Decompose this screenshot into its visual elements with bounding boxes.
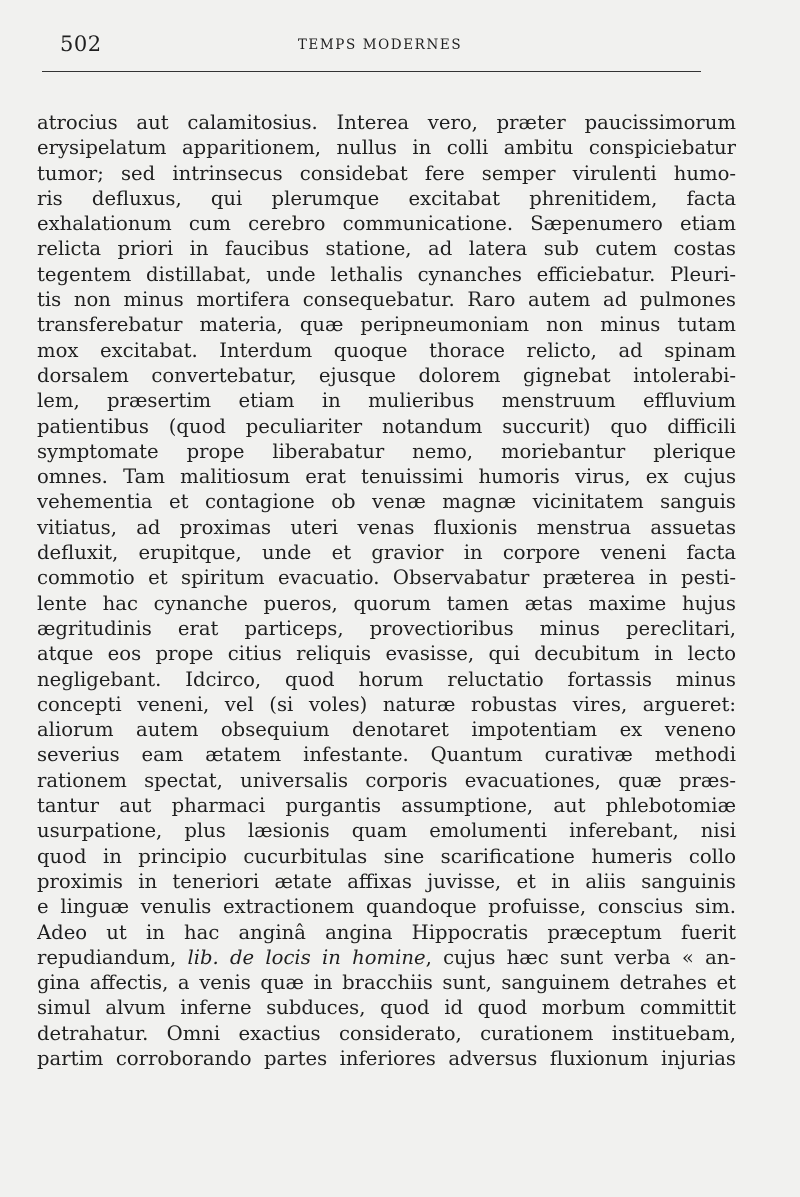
- text-line: concepti veneni, vel (si voles) naturæ robustas vires, argueret:: [37, 692, 736, 716]
- text-line: omnes. Tam malitiosum erat tenuissimi humoris virus, ex cujus: [37, 465, 736, 489]
- text-line: vehementia et contagione ob venæ magnæ vicinitatem sanguis: [37, 490, 736, 514]
- body-text: [37, 110, 736, 1071]
- text-line: ris defluxus, qui plerumque excitabat phrenitidem, facta: [37, 186, 736, 210]
- text-line-with-citation: [37, 945, 736, 970]
- text-line: lente hac cynanche pueros, quorum tamen ætas maxime hujus: [37, 591, 736, 615]
- text-line: lem, præsertim etiam in mulieribus menstruum effluvium: [37, 389, 736, 413]
- text-line: tis non minus mortifera consequebatur. Raro autem ad pulmones: [37, 288, 736, 312]
- text-line: dorsalem convertebatur, ejusque dolorem gignebat intolerabi-: [37, 363, 736, 387]
- text-line: usurpatione, plus læsionis quam emolumenti inferebant, nisi: [37, 819, 736, 843]
- text-line: proximis in teneriori ætate affixas juvisse, et in aliis sanguinis: [37, 869, 736, 893]
- text-line: mox excitabat. Interdum quoque thorace relicto, ad spinam: [37, 338, 736, 362]
- text-line: e linguæ venulis extractionem quandoque profuisse, conscius sim.: [37, 895, 736, 919]
- text-line: tumor; sed intrinsecus considebat fere semper virulenti humo-: [37, 161, 736, 185]
- text-line: ægritudinis erat particeps, provectioribus minus pereclitari,: [37, 616, 736, 640]
- text-line: quod in principio cucurbitulas sine scarificatione humeris collo: [37, 844, 736, 868]
- text-line: gina affectis, a venis quæ in bracchiis sunt, sanguinem detrahes et: [37, 971, 736, 995]
- text-line: symptomate prope liberabatur nemo, moriebantur plerique: [37, 439, 736, 463]
- text-line: erysipelatum apparitionem, nullus in colli ambitu conspiciebatur: [37, 136, 736, 160]
- header-rule: [42, 71, 701, 72]
- text-line: atque eos prope citius reliquis evasisse, qui decubitum in lecto: [37, 642, 736, 666]
- text-line: transferebatur materia, quæ peripneumoniam non minus tutam: [37, 313, 736, 337]
- page-number: 502: [60, 32, 102, 56]
- running-title: TEMPS MODERNES: [297, 37, 463, 53]
- page-header: [60, 32, 700, 62]
- text-segment: , cujus hæc sunt verba « an-: [425, 945, 736, 969]
- text-line: atrocius aut calamitosius. Interea vero, præter paucissimorum: [37, 111, 736, 134]
- text-line: relicta priori in faucibus statione, ad latera sub cutem costas: [37, 237, 736, 261]
- text-line: severius eam ætatem infestante. Quantum curativæ methodi: [37, 743, 736, 767]
- text-line: rationem spectat, universalis corporis evacuationes, quæ præs-: [37, 768, 736, 792]
- text-line: simul alvum inferne subduces, quod id quod morbum committit: [37, 996, 736, 1020]
- text-line: vitiatus, ad proximas uteri venas fluxionis menstrua assuetas: [37, 515, 736, 539]
- text-line: Adeo ut in hac anginâ angina Hippocratis præceptum fuerit: [37, 920, 736, 944]
- text-line: patientibus (quod peculiariter notandum succurit) quo difficili: [37, 414, 736, 438]
- text-segment: repudiandum,: [37, 945, 188, 969]
- text-line: tantur aut pharmaci purgantis assumptione, aut phlebotomiæ: [37, 794, 736, 818]
- text-line: tegentem distillabat, unde lethalis cynanches efficiebatur. Pleuri-: [37, 262, 736, 286]
- text-line: detrahatur. Omni exactius considerato, curationem instituebam,: [37, 1021, 736, 1045]
- text-line: defluxit, erupitque, unde et gravior in corpore veneni facta: [37, 541, 736, 565]
- text-line: partim corroborando partes inferiores adversus fluxionum injurias: [37, 1046, 736, 1070]
- text-line: exhalationum cum cerebro communicatione. Sæpenumero etiam: [37, 212, 736, 236]
- citation-italic: lib. de locis in homine: [187, 945, 426, 969]
- text-line: commotio et spiritum evacuatio. Observabatur præterea in pesti-: [37, 566, 736, 590]
- text-line: aliorum autem obsequium denotaret impotentiam ex veneno: [37, 718, 736, 742]
- text-line: negligebant. Idcirco, quod horum reluctatio fortassis minus: [37, 667, 736, 691]
